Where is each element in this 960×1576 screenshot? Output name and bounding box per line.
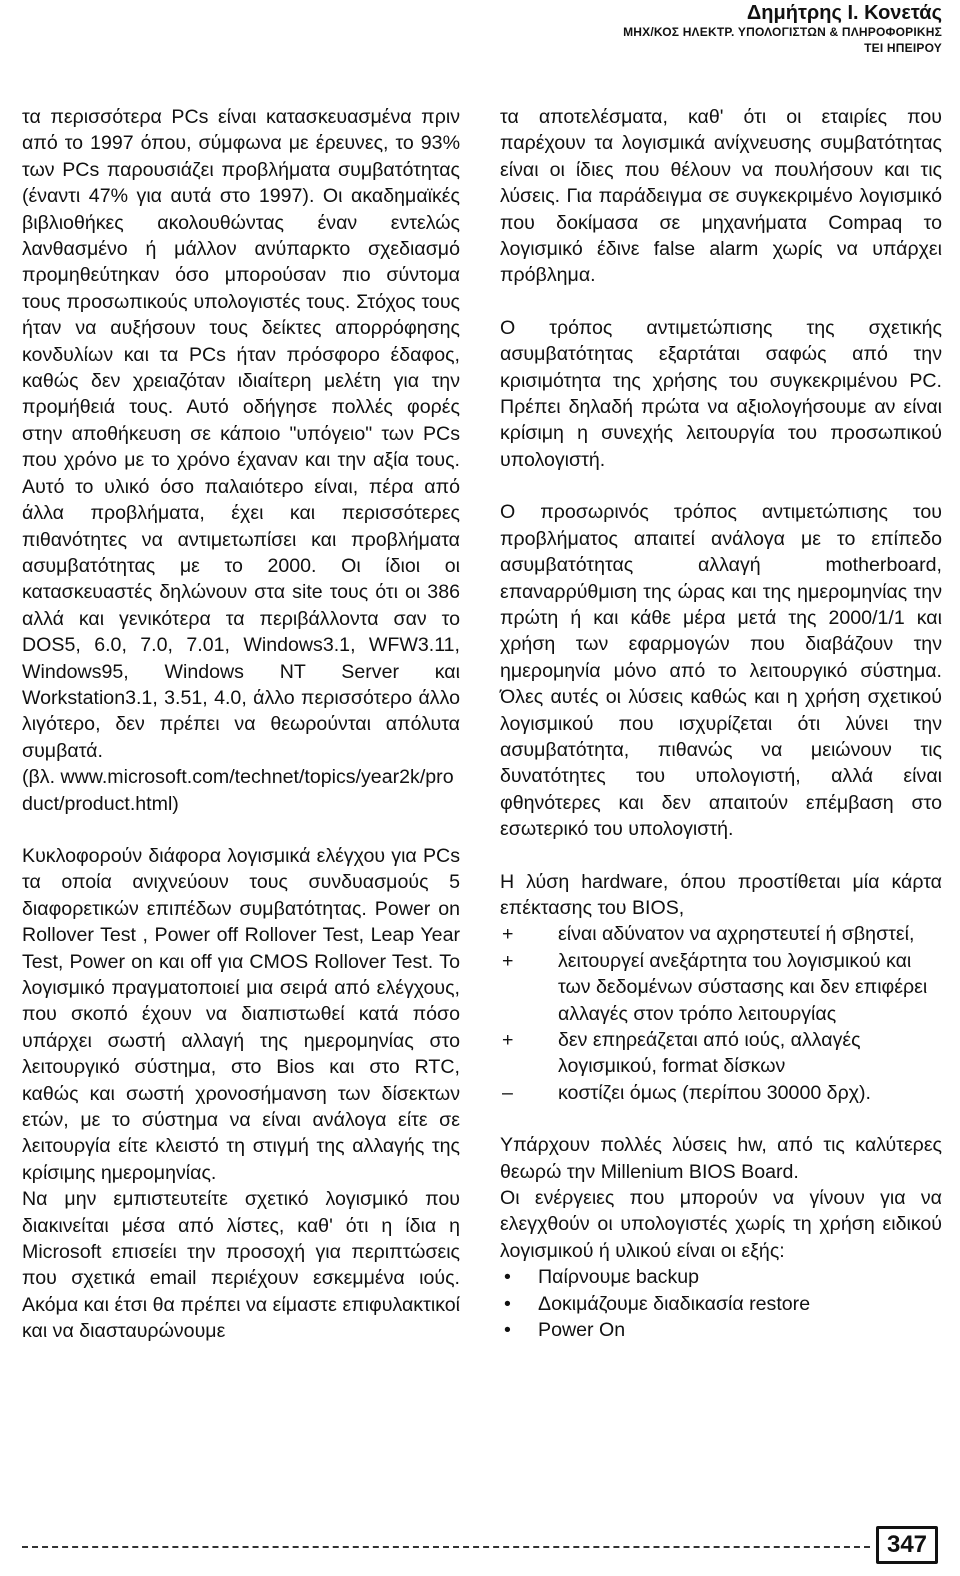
list-item-text: λειτουργεί ανεξάρτητα του λογισμικού και των δεδομένων σύστασης και δεν επιφέρει αλλαγές στον τρόπο λειτουργίας [558,949,928,1025]
right-paragraph-3: Ο προσωρινός τρόπος αντιμετώπισης του προβλήματος απαιτεί ανάλογα με το επίπεδο ασυμβατότητας αλλαγή motherboard, επαναρρύθμιση της ώρας και της ημερομηνίας την πρώτη ή και κάθε μέρα μετά της 2000/1/1 και χρήση των εφαρμογών που διαβάζουν την ημερομηνία μόνο από το λειτουργικό σύστημα. Όλες αυτές οι λύσεις καθώς και η χρήση σχετικού λογισμικού που ισχυρίζεται ότι λύνει την ασυμβατότητα, πιθανώς να μειώνουν τις δυνατότητες του υπολογιστή, αλλά είναι φθηνότερες και δεν απαιτούν επέμβαση στο εσωτερικό του υπολογιστή. [500,501,942,841]
right-paragraph-4: Η λύση hardware, όπου προστίθεται μία κάρτα επέκτασης του BIOS, [500,870,942,919]
right-paragraph-5: Υπάρχουν πολλές λύσεις hw, από τις καλύτερες θεωρώ την Millenium BIOS Board. [500,1134,942,1183]
left-paragraph-1: τα περισσότερα PCs είναι κατασκευασμένα πριν από το 1997 όπου, σύμφωνα με έρευνες, το 93% των PCs παρουσιάζει προβλήματα συμβατότητας (έναντι 47% για αυτά στο 1997). Οι ακαδημαϊκές βιβλιοθήκες ακολουθώντας έναν εντελώς λανθασμένο ή μάλλον ανύπαρκτο σχεδιασμό προμηθεύτηκαν όσο μπορούσαν πιο σύντομα τους προσωπικούς υπολογιστές τους. Στόχος τους ήταν να αυξήσουν τους δείκτες απορρόφησης κονδυλίων και τα PCs ήταν πρόσφορο έδαφος, καθώς δεν χρειαζόταν ιδιαίτερη μελέτη για την προμήθειά τους. Αυτό οδήγησε πολλές φορές στην αποθήκευση σε κάποιο "υπόγειο" των PCs που χρόνο με το χρόνο έχαναν και την αξία τους. Αυτό το υλικό όσο παλαιότερο είναι, πέρα από άλλα προβλήματα, έχει και περισσότερες πιθανότητες να αντιμετωπίσει και προβλήματα ασυμβατότητας με το 2000. Οι ίδιοι οι κατασκευαστές δηλώνουν στα site τους ότι οι 386 αλλά και γενικότερα τα περιβάλλοντα σαν το DOS5, 6.0, 7.0, 7.01, Windows3.1, WFW3.11, Windows95, Windows NT Server και Workstation3.1, 3.51, 4.0, άλλο περισσότερο άλλο λιγότερο, δεν πρέπει να θεωρούνται απόλυτα συμβατά. [22,106,460,762]
plus-marker: + [502,923,514,946]
right-paragraph-2: Ο τρόπος αντιμετώπισης της σχετικής ασυμβατότητας εξαρτάται σαφώς από την κρισιμότητα της χρήσης του συγκεκριμένου PC. Πρέπει δηλαδή πρώτα να αξιολογήσουμε αν είναι κρίσιμη η συνεχής λειτουργία του προσωπικού υπολογιστή. [500,316,942,471]
left-paragraph-2: Κυκλοφορούν διάφορα λογισμικά ελέγχου για PCs τα οποία ανιχνεύουν τους συνδυασμούς 5 διαφορετικών επιπέδων συμβατότητας. Power on Rollover Test , Power off Rollover Test, Leap Year Test, Power on και off για CMOS Rollover Test. Το λογισμικό πραγματοποιεί μια σειρά από ελέγχους, που σκοπό έχουν να διαπιστωθεί κατά πόσο υπάρχει σωστή αλλαγή της ημερομηνίας στο λειτουργικό σύστημα, στο Bios και στο RTC, καθώς και σωστή χρονοσήμανση των δίσεκτων ετών, με το σύστημα να είναι ανάλογα είτε σε λειτουργία είτε κλειστό τη στιγμή της αλλαγής της κρίσιμης ημερομηνίας. [22,844,460,1184]
page-number: 347 [876,1526,938,1564]
plus-marker: + [502,949,514,972]
list-item-text: Δοκιμάζουμε διαδικασία restore [538,1292,811,1315]
list-item [500,948,942,1027]
left-column [22,104,460,1345]
list-item [500,1027,942,1080]
right-paragraph-6: Οι ενέργειες που μπορούν να γίνουν για να ελεγχθούν οι υπολογιστές χωρίς τη χρήση ειδικού λογισμικού ή υλικού είναι οι εξής: [500,1187,942,1262]
checks-list [500,1264,942,1343]
list-item-text: Power On [538,1319,626,1342]
hardware-pros-cons-list [500,921,942,1106]
bullet-icon: • [504,1266,511,1289]
institution-name: ΤΕΙ ΗΠΕΙΡΟΥ [864,41,942,55]
list-item-text: Παίρνουμε backup [538,1266,700,1289]
list-item [500,1317,942,1343]
plus-marker: + [502,1029,514,1051]
list-item-text: είναι αδύνατον να αχρηστευτεί ή σβηστεί, [558,923,915,946]
reference-link: (βλ. www.microsoft.com/technet/topics/year2k/product/product.html) [22,766,454,815]
minus-marker: – [502,1081,513,1104]
left-paragraph-3: Να μην εμπιστευτείτε σχετικό λογισμικό που διακινείται μέσα από λίστες, καθ' ότι η ίδια η Microsoft επισείει την προσοχή για περιπτώσεις που σχετικά email περιέχουν εσκεμμένα ιούς. Ακόμα και έτσι θα πρέπει να είμαστε επιφυλακτικοί και να διασταυρώνουμε [22,1188,460,1343]
list-item-text: κοστίζει όμως (περίπου 30000 δρχ). [558,1081,871,1104]
right-column [500,104,942,1343]
list-item [500,921,942,947]
list-item [500,1264,942,1290]
list-item [500,1080,942,1106]
right-paragraph-1: τα αποτελέσματα, καθ' ότι οι εταιρίες που παρέχουν τα λογισμικά ανίχνευσης συμβατότητας είναι οι ίδιες που θέλουν να πουλήσουν και τις λύσεις. Για παράδειγμα σε συγκεκριμένο λογισμικό που δοκίμασα σε μηχανήματα Compaq το λογισμικό έδινε false alarm χωρίς να υπάρχει πρόβλημα. [500,106,942,287]
page-header [522,2,942,56]
list-item-text: δεν επηρεάζεται από ιούς, αλλαγές λογισμικού, format δίσκων [558,1029,861,1078]
footer-divider [22,1546,870,1548]
department-name: ΜΗΧ/ΚΟΣ ΗΛΕΚΤΡ. ΥΠΟΛΟΓΙΣΤΩΝ & ΠΛΗΡΟΦΟΡΙΚΗΣ [623,25,942,39]
list-item [500,1291,942,1317]
bullet-icon: • [504,1319,511,1342]
bullet-icon: • [504,1292,511,1315]
author-name: Δημήτρης Ι. Κονετάς [746,2,942,24]
